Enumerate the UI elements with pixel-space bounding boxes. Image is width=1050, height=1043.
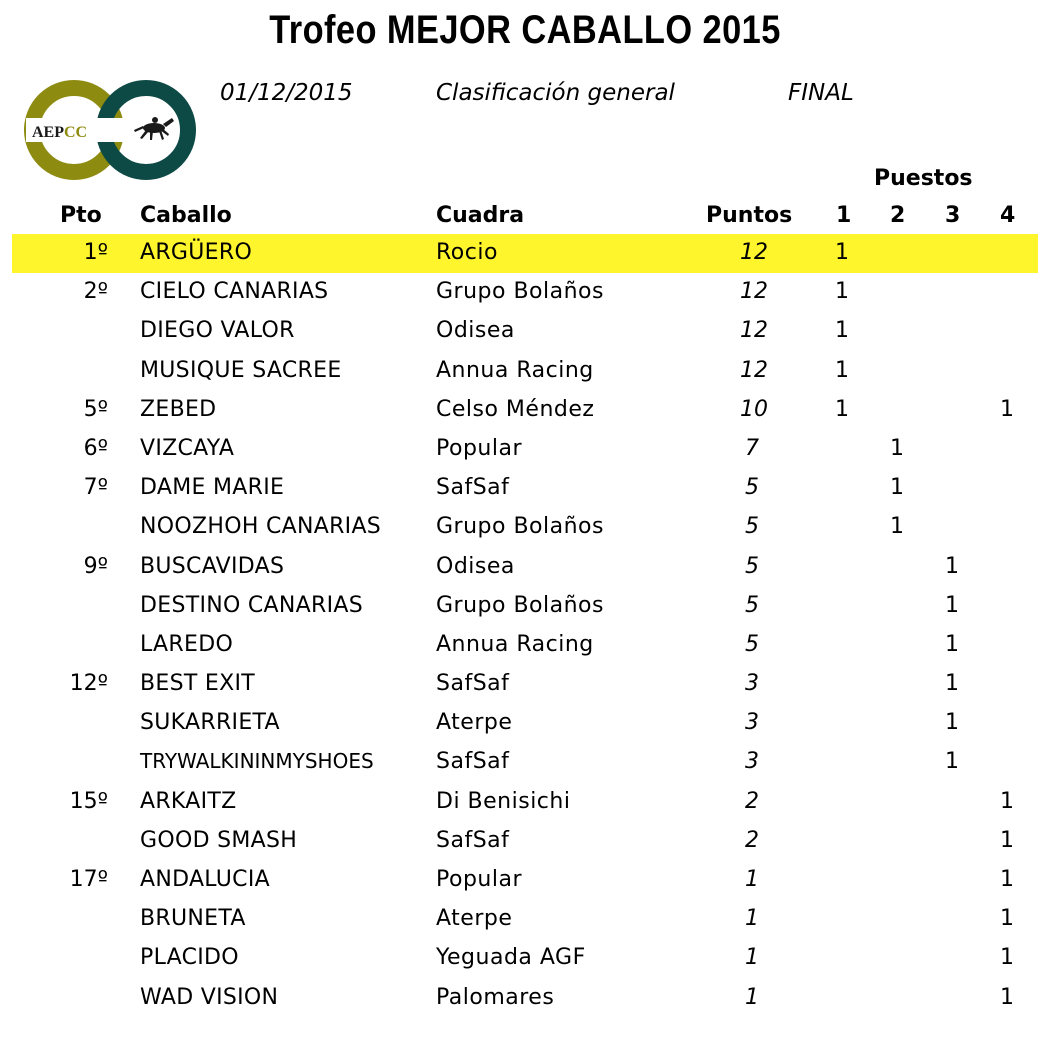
puesto-3-cell: 1	[945, 592, 959, 618]
stable-cell: Aterpe	[436, 710, 513, 736]
table-row	[0, 979, 1050, 1018]
puesto-3-cell: 1	[945, 710, 959, 736]
horse-cell: MUSIQUE SACREE	[140, 357, 342, 383]
points-cell: 7	[745, 435, 759, 461]
horse-cell: ARKAITZ	[140, 788, 237, 814]
table-row	[0, 743, 1050, 782]
puestos-label: Puestos	[874, 166, 973, 191]
points-cell: 1	[745, 906, 759, 932]
points-cell: 5	[745, 553, 759, 579]
table-row	[0, 783, 1050, 822]
table-row	[0, 900, 1050, 939]
horse-cell: VIZCAYA	[140, 435, 235, 461]
stable-cell: Grupo Bolaños	[436, 514, 604, 540]
points-cell: 12	[740, 357, 768, 383]
position-cell: 12º	[69, 671, 108, 697]
table-row-highlighted	[12, 234, 1038, 273]
table-row	[0, 861, 1050, 900]
stable-cell: Popular	[436, 435, 522, 461]
points-cell: 5	[745, 475, 759, 501]
horse-cell: ZEBED	[140, 396, 217, 422]
stable-cell: Annua Racing	[436, 631, 594, 657]
stable-cell: Aterpe	[436, 906, 513, 932]
horse-cell: ANDALUCIA	[140, 867, 270, 892]
table-row	[0, 665, 1050, 704]
puesto-3-cell: 1	[945, 749, 959, 775]
points-cell: 2	[745, 788, 759, 814]
puesto-1-cell: 1	[835, 318, 849, 344]
standings-table	[0, 234, 1050, 1018]
puesto-4-cell: 1	[1000, 827, 1014, 853]
table-row	[0, 273, 1050, 312]
aepcc-logo	[22, 78, 198, 182]
puesto-2-cell: 1	[890, 475, 904, 501]
table-row	[0, 626, 1050, 665]
points-cell: 3	[745, 671, 759, 697]
stable-cell: Celso Méndez	[436, 396, 595, 422]
col-puesto-2: 2	[890, 203, 906, 228]
col-cuadra: Cuadra	[436, 203, 525, 228]
page-title: Trofeo MEJOR CABALLO 2015	[269, 8, 781, 52]
puesto-2-cell: 1	[890, 435, 904, 461]
points-cell: 1	[745, 984, 759, 1010]
horse-cell: BUSCAVIDAS	[140, 553, 285, 579]
col-puntos: Puntos	[706, 203, 793, 228]
table-row	[0, 430, 1050, 469]
horse-cell: DESTINO CANARIAS	[140, 592, 364, 618]
points-cell: 5	[745, 592, 759, 618]
table-row	[0, 469, 1050, 508]
puesto-4-cell: 1	[1000, 984, 1014, 1010]
col-pto: Pto	[60, 203, 102, 228]
position-cell: 7º	[83, 475, 108, 501]
puesto-3-cell: 1	[945, 671, 959, 697]
points-cell: 12	[740, 240, 768, 265]
stable-cell: Rocio	[436, 240, 498, 265]
puesto-4-cell: 1	[1000, 945, 1014, 971]
stable-cell: SafSaf	[436, 749, 510, 775]
stable-cell: Grupo Bolaños	[436, 279, 604, 305]
horse-cell: WAD VISION	[140, 984, 279, 1010]
table-row	[0, 587, 1050, 626]
points-cell: 3	[745, 749, 759, 775]
puesto-1-cell: 1	[835, 279, 849, 305]
horse-cell: DAME MARIE	[140, 475, 285, 501]
points-cell: 10	[740, 396, 768, 422]
puesto-2-cell: 1	[890, 514, 904, 540]
position-cell: 9º	[83, 553, 108, 579]
horse-cell: NOOZHOH CANARIAS	[140, 514, 382, 540]
puesto-4-cell: 1	[1000, 867, 1014, 892]
col-puesto-1: 1	[836, 203, 852, 228]
points-cell: 5	[745, 514, 759, 540]
stable-cell: Popular	[436, 867, 522, 892]
table-row	[0, 704, 1050, 743]
position-cell: 5º	[83, 396, 108, 422]
puesto-1-cell: 1	[835, 357, 849, 383]
puesto-3-cell: 1	[945, 553, 959, 579]
horse-cell: SUKARRIETA	[140, 710, 280, 736]
table-row	[0, 312, 1050, 351]
puesto-4-cell: 1	[1000, 396, 1014, 422]
stable-cell: Palomares	[436, 984, 555, 1010]
puesto-1-cell: 1	[835, 396, 849, 422]
puesto-4-cell: 1	[1000, 788, 1014, 814]
stable-cell: Yeguada AGF	[436, 945, 586, 971]
points-cell: 12	[740, 279, 768, 305]
table-row	[0, 391, 1050, 430]
report-status: FINAL	[788, 80, 854, 106]
report-date: 01/12/2015	[220, 80, 353, 106]
horse-cell: DIEGO VALOR	[140, 318, 295, 344]
table-row	[0, 352, 1050, 391]
svg-text:AEPCC: AEPCC	[32, 124, 88, 141]
col-puesto-3: 3	[945, 203, 961, 228]
points-cell: 12	[740, 318, 768, 344]
stable-cell: Grupo Bolaños	[436, 592, 604, 618]
horse-cell: LAREDO	[140, 631, 234, 657]
position-cell: 17º	[69, 867, 108, 892]
position-cell: 2º	[83, 279, 108, 305]
stable-cell: Di Benisichi	[436, 788, 571, 814]
position-cell: 6º	[83, 435, 108, 461]
points-cell: 5	[745, 631, 759, 657]
col-puesto-4: 4	[1000, 203, 1016, 228]
table-row	[0, 939, 1050, 978]
table-row	[0, 548, 1050, 587]
col-caballo: Caballo	[140, 203, 232, 228]
stable-cell: SafSaf	[436, 671, 510, 697]
points-cell: 3	[745, 710, 759, 736]
points-cell: 1	[745, 867, 759, 892]
position-cell: 15º	[69, 788, 108, 814]
puesto-4-cell: 1	[1000, 906, 1014, 932]
stable-cell: Odisea	[436, 553, 515, 579]
stable-cell: SafSaf	[436, 827, 510, 853]
points-cell: 1	[745, 945, 759, 971]
horse-cell: BEST EXIT	[140, 671, 255, 697]
horse-cell: TRYWALKININMYSHOES	[140, 749, 374, 774]
horse-cell: PLACIDO	[140, 945, 239, 971]
table-row	[0, 508, 1050, 547]
horse-cell: GOOD SMASH	[140, 827, 298, 853]
points-cell: 2	[745, 827, 759, 853]
horse-cell: BRUNETA	[140, 906, 246, 932]
horse-cell: ARGÜERO	[140, 240, 253, 265]
report-heading: Clasificación general	[436, 80, 675, 106]
stable-cell: SafSaf	[436, 475, 510, 501]
horse-cell: CIELO CANARIAS	[140, 279, 329, 305]
stable-cell: Odisea	[436, 318, 515, 344]
puesto-3-cell: 1	[945, 631, 959, 657]
stable-cell: Annua Racing	[436, 357, 594, 383]
table-row	[0, 822, 1050, 861]
position-cell: 1º	[83, 240, 108, 265]
puesto-1-cell: 1	[835, 240, 849, 265]
